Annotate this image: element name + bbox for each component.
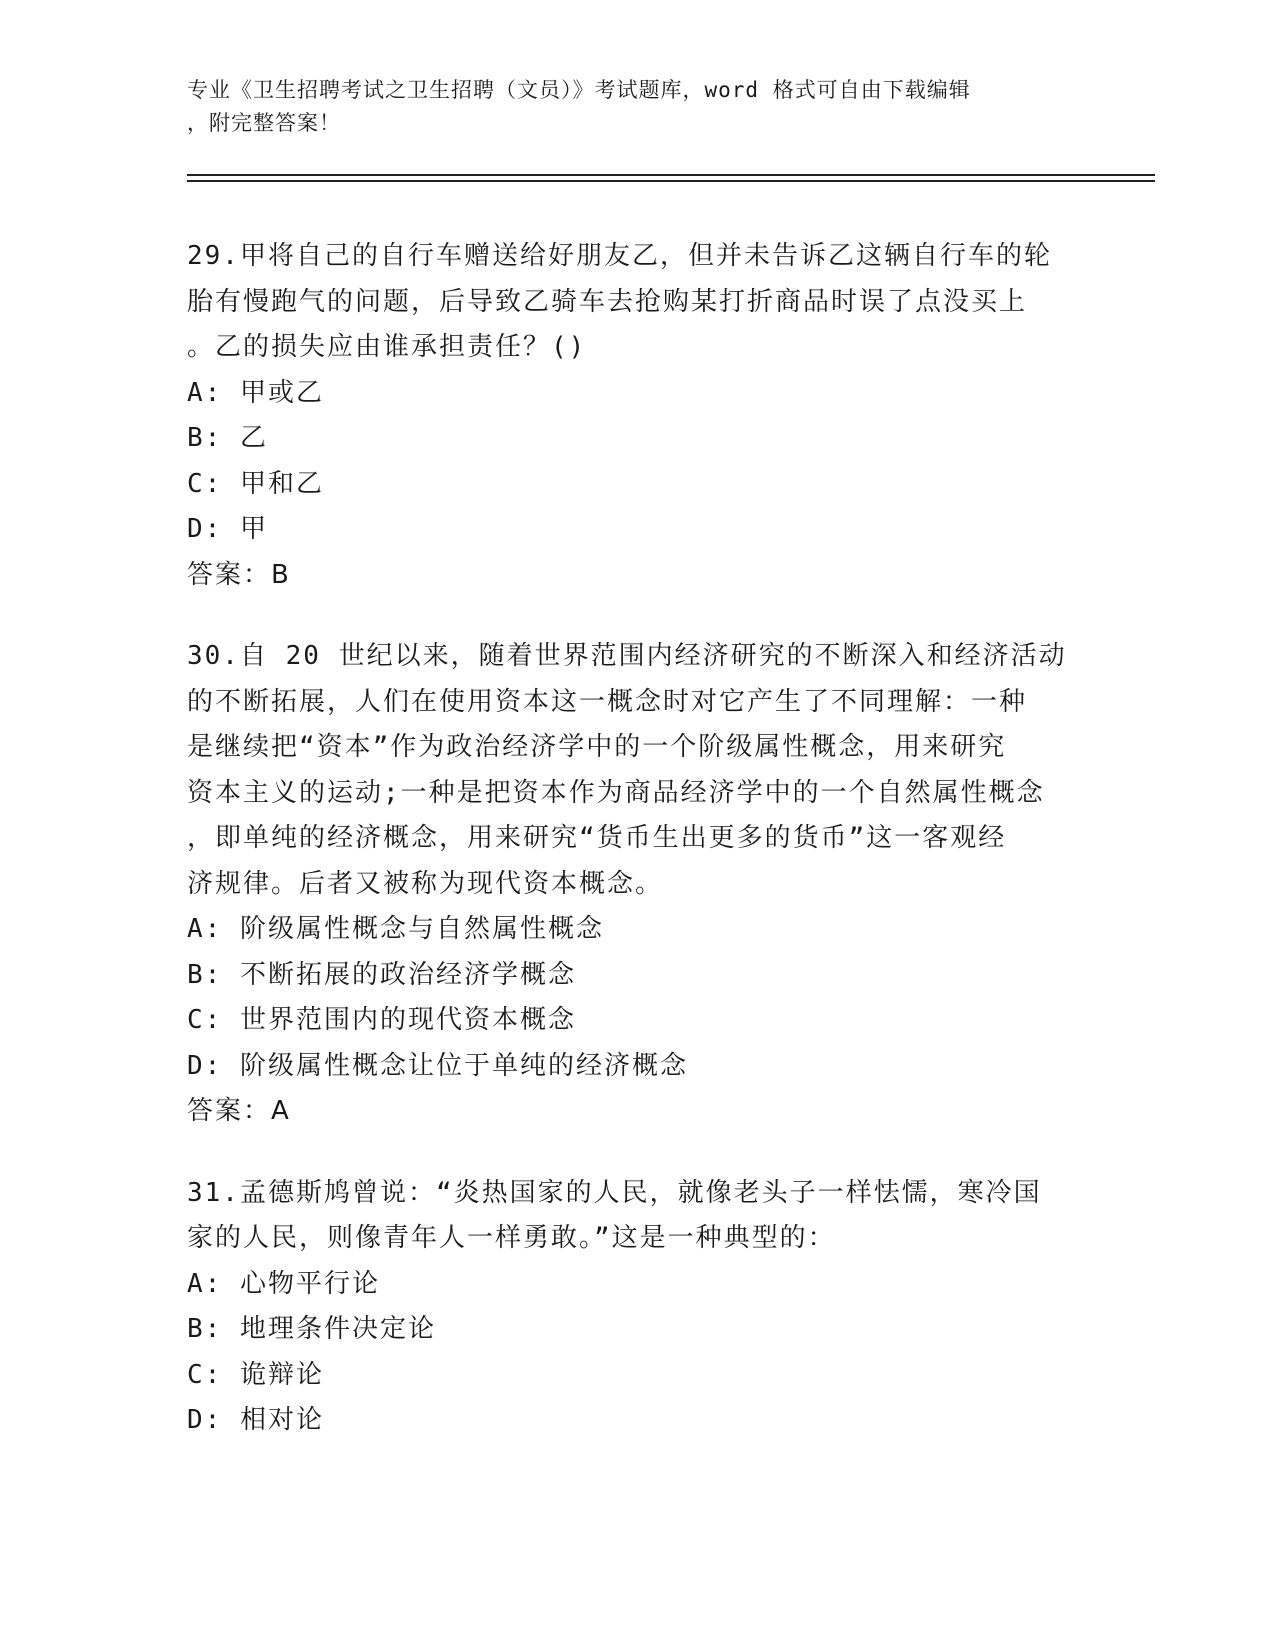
header-divider-top <box>187 174 1155 176</box>
answer-label: 答案：B <box>187 559 291 590</box>
option-d: D: 相对论 <box>187 1405 324 1435</box>
question-text-line: 资本主义的运动;一种是把资本作为商品经济学中的一个自然属性概念 <box>187 777 1045 808</box>
option-a: A: 阶级属性概念与自然属性概念 <box>187 914 604 944</box>
option-c: C: 诡辩论 <box>187 1359 324 1390</box>
document-header <box>187 74 1067 140</box>
question-text-line: 29.甲将自己的自行车赠送给好朋友乙，但并未告诉乙这辆自行车的轮 <box>187 241 1052 271</box>
question-29 <box>187 234 1087 598</box>
header-divider-bottom <box>187 180 1155 182</box>
option-a: A: 甲或乙 <box>187 377 324 408</box>
header-line: ，附完整答案！ <box>187 111 341 135</box>
option-b: B: 乙 <box>187 423 268 453</box>
question-text-line: 31.孟德斯鸠曾说：“炎热国家的人民，就像老头子一样怯懦，寒冷国 <box>187 1177 1042 1208</box>
question-text-line: ，即单纯的经济概念，用来研究“货币生出更多的货币”这一客观经 <box>187 823 1007 853</box>
option-b: B: 不断拓展的政治经济学概念 <box>187 959 576 990</box>
question-30 <box>187 634 1087 1135</box>
question-31 <box>187 1171 1087 1444</box>
question-list <box>187 234 1087 1480</box>
question-text-line: 济规律。后者又被称为现代资本概念。 <box>187 868 664 899</box>
header-line: 专业《卫生招聘考试之卫生招聘（文员）》考试题库，word 格式可自由下载编辑 <box>187 78 971 102</box>
question-text-line: 家的人民，则像青年人一样勇敢。”这是一种典型的： <box>187 1223 836 1253</box>
question-text-line: 是继续把“资本”作为政治经济学中的一个阶级属性概念，用来研究 <box>187 732 1007 762</box>
question-text-line: 。乙的损失应由谁承担责任？() <box>187 332 587 362</box>
answer-label: 答案：A <box>187 1096 291 1126</box>
question-text-line: 胎有慢跑气的问题，后导致乙骑车去抢购某打折商品时误了点没买上 <box>187 286 1028 317</box>
option-c: C: 甲和乙 <box>187 468 324 499</box>
option-a: A: 心物平行论 <box>187 1268 380 1299</box>
question-text-line: 30.自 20 世纪以来，随着世界范围内经济研究的不断深入和经济活动 <box>187 641 1067 671</box>
option-d: D: 甲 <box>187 514 268 544</box>
option-b: B: 地理条件决定论 <box>187 1314 436 1344</box>
option-c: C: 世界范围内的现代资本概念 <box>187 1005 576 1035</box>
question-text-line: 的不断拓展，人们在使用资本这一概念时对它产生了不同理解：一种 <box>187 686 1028 717</box>
option-d: D: 阶级属性概念让位于单纯的经济概念 <box>187 1050 688 1081</box>
